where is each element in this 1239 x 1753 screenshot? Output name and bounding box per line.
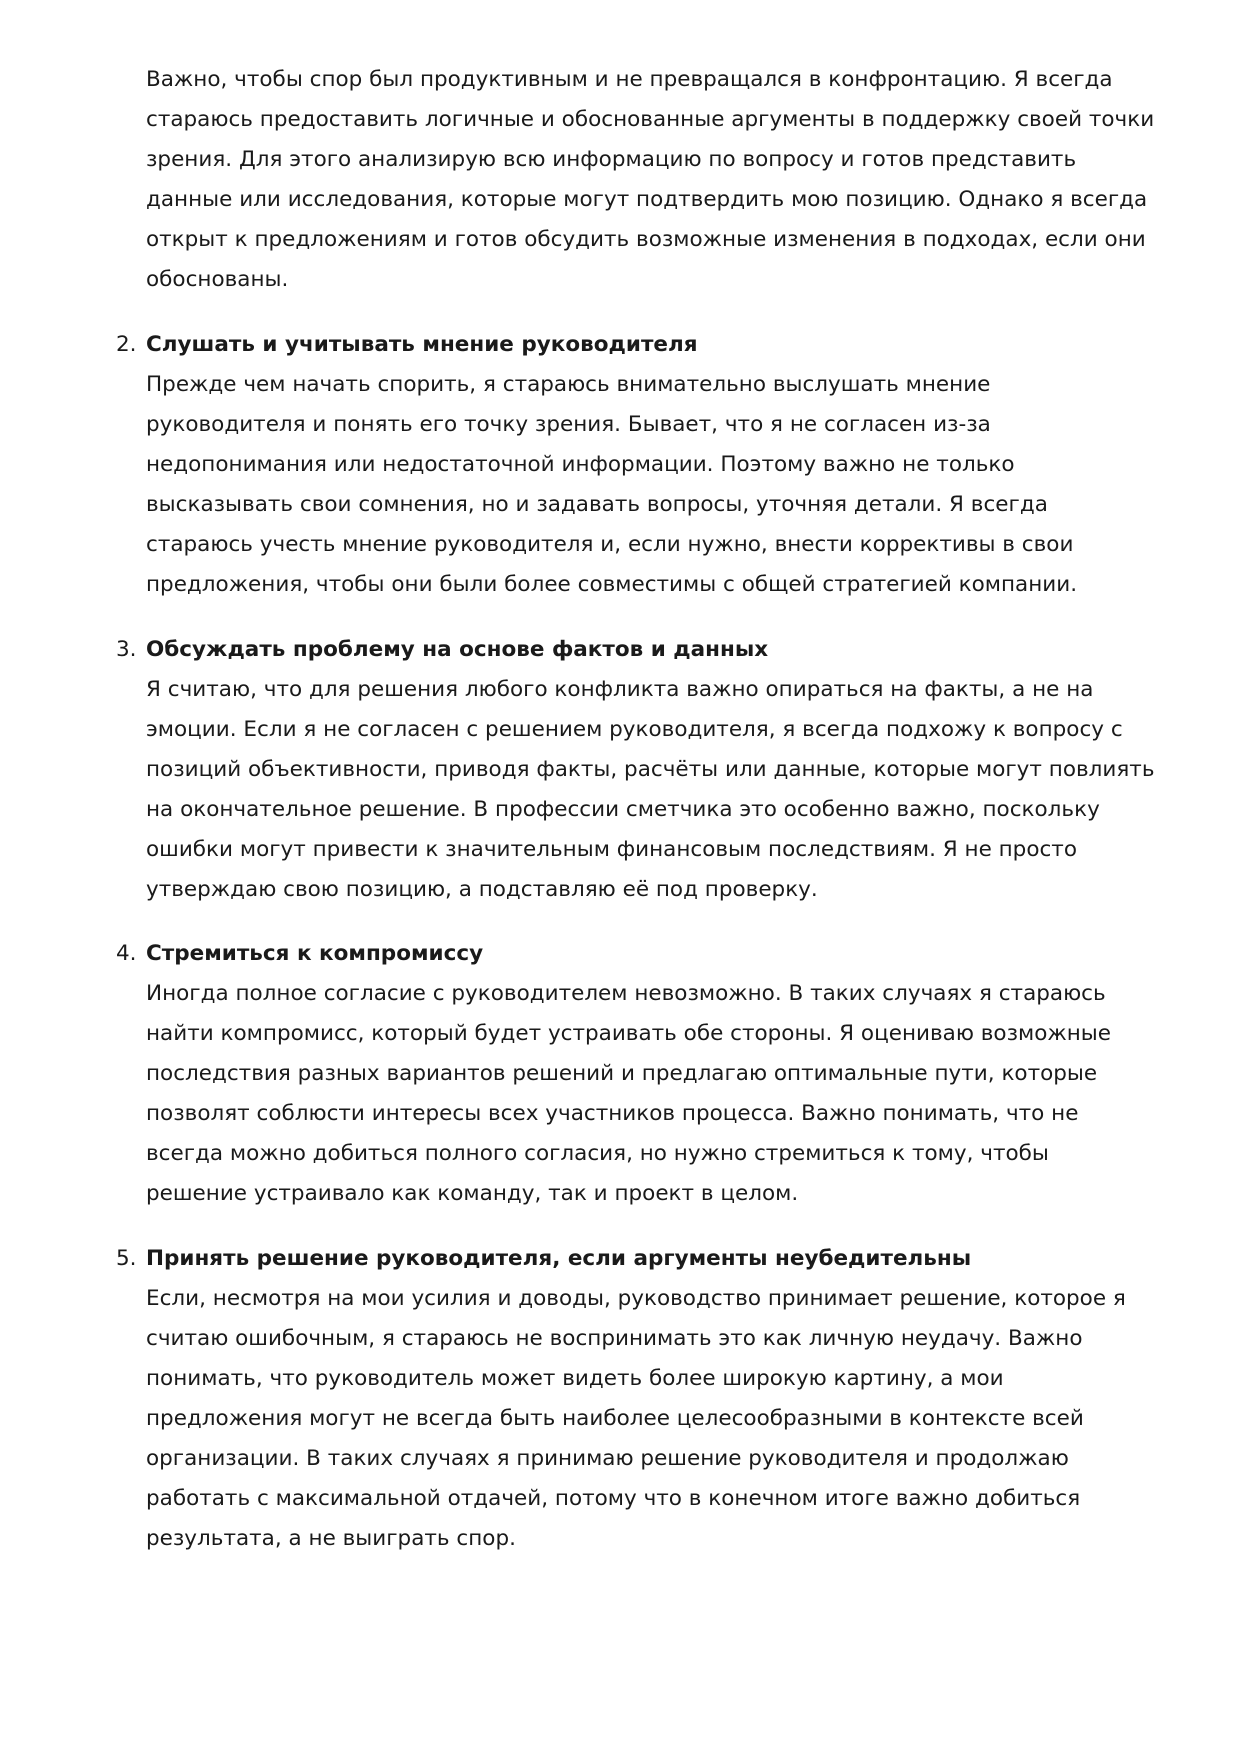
list-item-body: Прежде чем начать спорить, я стараюсь внимательно выслушать мнение руководителя и понять его точку зрения. Бывает, что я не согласен из-за недопонимания или недостаточной информации. Поэтому важно не только высказывать свои сомнения, но и задавать вопросы, уточняя детали. Я всегда стараюсь учесть мнение руководителя и, если нужно, внести коррективы в свои предложения, чтобы они были более совместимы с общей стратегией компании.: [146, 372, 1078, 597]
list-item-title: Принять решение руководителя, если аргументы неубедительны: [146, 1246, 972, 1271]
intro-paragraph: Важно, чтобы спор был продуктивным и не превращался в конфронтацию. Я всегда стараюсь предоставить логичные и обоснованные аргументы в поддержку своей точки зрения. Для этого анализирую всю информацию по вопросу и готов представить данные или исследования, которые могут подтвердить мою позицию. Однако я всегда открыт к предложениям и готов обсудить возможные изменения в подходах, если они обоснованы.: [146, 67, 1155, 292]
list-item-body: Иногда полное согласие с руководителем невозможно. В таких случаях я стараюсь найти компромисс, который будет устраивать обе стороны. Я оцениваю возможные последствия разных вариантов решений и предлагаю оптимальные пути, которые позволят соблюсти интересы всех участников процесса. Важно понимать, что не всегда можно добиться полного согласия, но нужно стремиться к тому, чтобы решение устраивало как команду, так и проект в целом.: [146, 981, 1112, 1206]
list-item-title: Стремиться к компромиссу: [146, 941, 484, 966]
list-item-number: 5.: [116, 1246, 137, 1271]
list-item-number: 3.: [116, 637, 137, 662]
list-item: [116, 934, 1156, 1214]
list-item-body: Если, несмотря на мои усилия и доводы, руководство принимает решение, которое я считаю ошибочным, я стараюсь не воспринимать это как личную неудачу. Важно понимать, что руководитель может видеть более широкую картину, а мои предложения могут не всегда быть наиболее целесообразными в контексте всей организации. В таких случаях я принимаю решение руководителя и продолжаю работать с максимальной отдачей, потому что в конечном итоге важно добиться результата, а не выиграть спор.: [146, 1286, 1126, 1551]
list-item-body: Я считаю, что для решения любого конфликта важно опираться на факты, а не на эмоции. Если я не согласен с решением руководителя, я всегда подхожу к вопросу с позиций объективности, приводя факты, расчёты или данные, которые могут повлиять на окончательное решение. В профессии сметчика это особенно важно, поскольку ошибки могут привести к значительным финансовым последствиям. Я не просто утверждаю свою позицию, а подставляю её под проверку.: [146, 677, 1155, 902]
list-item-heading: [116, 934, 1156, 974]
list-item-number: 2.: [116, 332, 137, 357]
list-item-title: Слушать и учитывать мнение руководителя: [146, 332, 698, 357]
list-item: [116, 325, 1156, 605]
list-item-heading: [116, 325, 1156, 365]
list-item: [116, 1239, 1156, 1559]
list-item-heading: [116, 630, 1156, 670]
list-item-number: 4.: [116, 941, 137, 966]
list-item-title: Обсуждать проблему на основе фактов и данных: [146, 637, 769, 662]
list-item: [116, 630, 1156, 910]
list-item-heading: [116, 1239, 1156, 1279]
